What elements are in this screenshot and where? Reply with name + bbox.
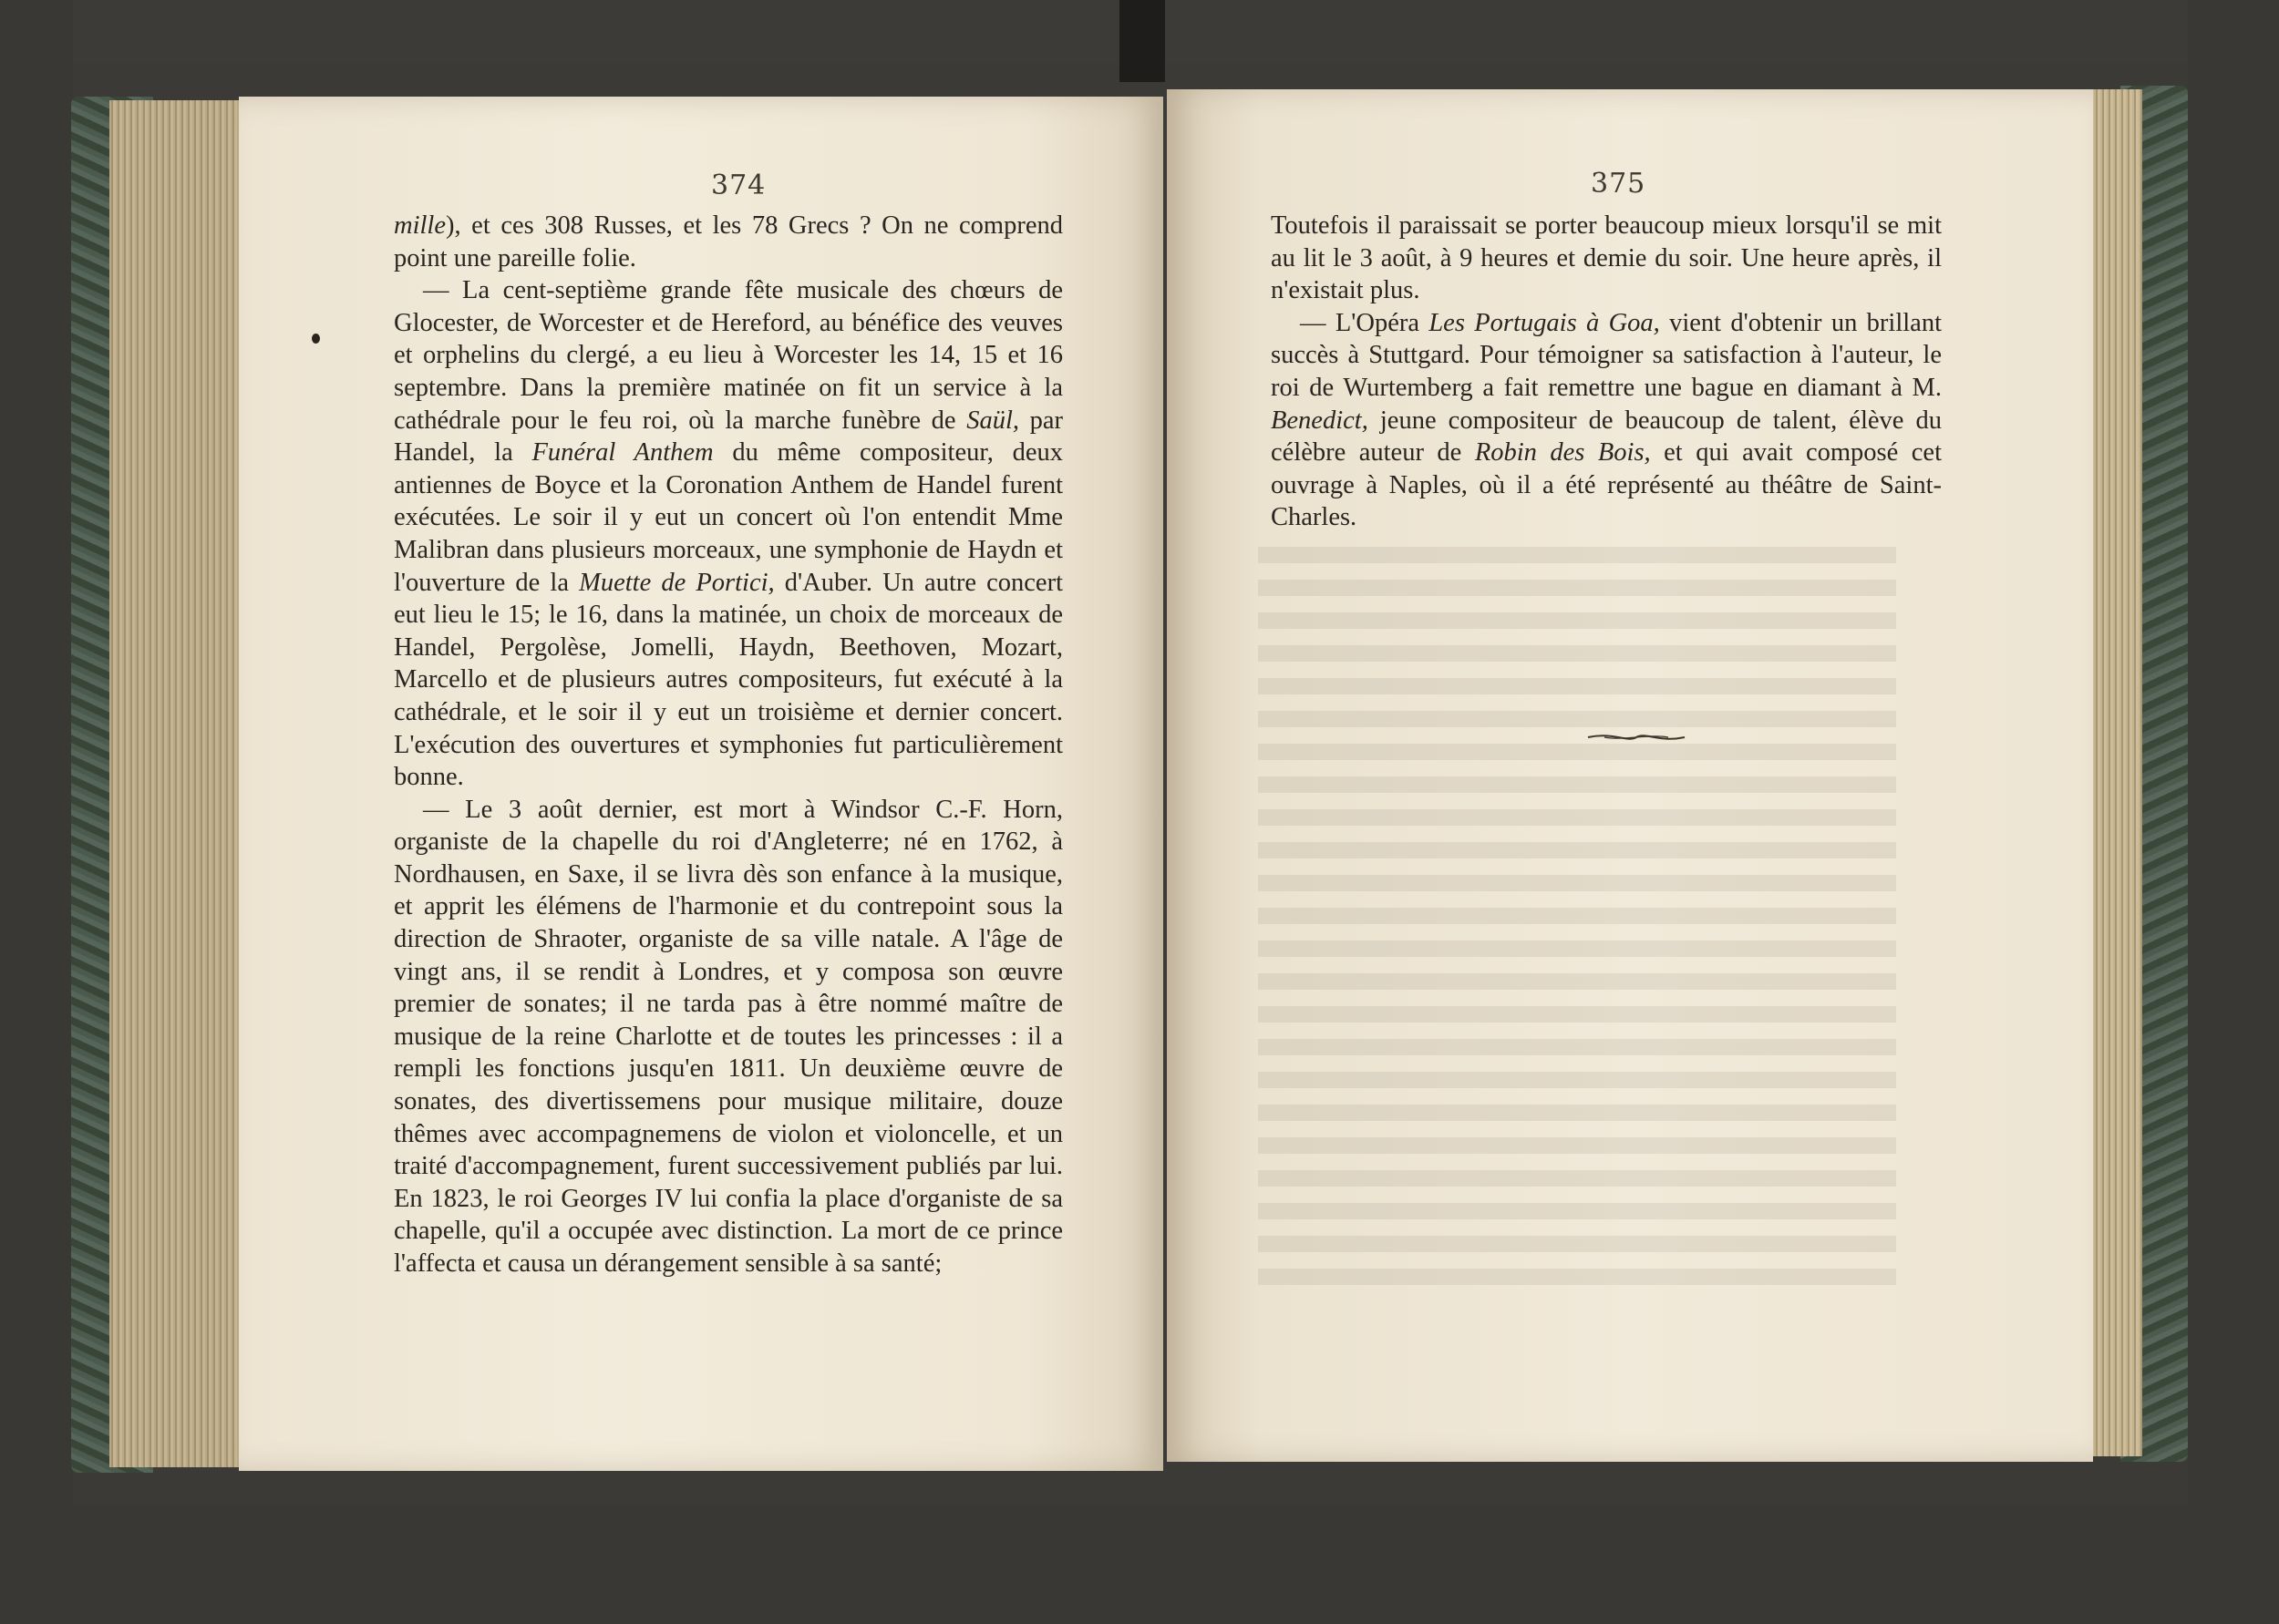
page-number-left: 374 <box>711 170 767 201</box>
left-page-text <box>394 210 1063 1280</box>
italic-title: Benedict, <box>1271 406 1368 435</box>
text-run: jeune compositeur de beaucoup de talent, élève du célèbre auteur de <box>1271 406 1942 468</box>
page-number-right: 375 <box>1591 168 1646 200</box>
italic-title: Saül, <box>966 406 1019 435</box>
right-page-text <box>1271 210 1942 534</box>
text-run: ), et ces 308 Russes, et les 78 Grecs ? On ne comprend point une pareille folie. <box>394 211 1063 272</box>
text-run: — La cent-septième grande fête musicale des chœurs de Glocester, de Worcester et de Hereford, au bénéfice des veuves et orphelins du clergé, a eu lieu à Worcester les 14, 15 et 16 septembre. Dans la première matinée on fit un service à la cathédrale pour le feu roi, où la marche funèbre de <box>394 276 1063 435</box>
italic-title: Funéral Anthem <box>531 438 714 468</box>
text-run: d'Auber. Un autre concert eut lieu le 15; le 16, dans la matinée, un choix de morceaux de Handel, Pergolèse, Jomelli, Haydn, Beethoven, Mozart, Marcello et de plusieurs autres compositeurs, fut exécuté à la cathédrale, et le soir il y eut un troisième et dernier concert. L'exécution des ouvertures et symphonies fut particulièrement bonne. <box>394 568 1063 792</box>
paragraph <box>394 794 1063 1280</box>
text-run: par Handel, la <box>394 406 1064 468</box>
text-run: — Le 3 août dernier, est mort à Windsor C.-F. Horn, organiste de la chapelle du roi d'Angleterre; né en 1762, à Nordhausen, en Saxe, il se livra dès son enfance à la musique, et apprit les élémens de l'harmonie et du contrepoint sous la direction de Shraoter, organiste de sa ville natale. A l'âge de vingt ans, il se rendit à Londres, et y composa son œuvre premier de sonates; il ne tarda pas à être nommé maître de musique de la reine Charlotte et de toutes les princesses : il a rempli les fonctions jusqu'en 1811. Un deuxième œuvre de sonates, des divertissemens pour musique militaire, douze thêmes avec accompagnemens de violon et violoncelle, et un traité d'accompagnement, furent successivement publiés par lui. En 1823, le roi Georges IV lui confia la place d'organiste de sa chapelle, qu'il a occupée avec distinction. La mort de ce prince l'affecta et causa un dérangement sensible à sa santé; <box>394 795 1063 1278</box>
italic-title: Muette de Portici, <box>579 568 775 597</box>
scanner-background-right <box>2188 0 2279 1624</box>
paragraph <box>394 210 1063 274</box>
italic-title: Les Portugais à Goa, <box>1428 308 1660 337</box>
paragraph <box>1271 210 1942 307</box>
scanner-clip <box>1119 0 1165 82</box>
paragraph <box>1271 307 1942 534</box>
text-run: — L'Opéra <box>1300 308 1429 337</box>
ink-spot <box>312 334 320 344</box>
text-run: vient d'obtenir un brillant succès à Stuttgard. Pour témoigner sa satisfaction à l'auteur, le roi de Wurtemberg a fait remettre une bague en diamant à M. <box>1271 308 1942 402</box>
bleed-through-texture <box>1258 547 1896 1294</box>
text-run: et qui avait composé cet ouvrage à Naples, où il a été représenté au théâtre de Saint-Charles. <box>1271 438 1942 532</box>
paragraph <box>394 274 1063 794</box>
divider-ornament <box>1586 731 1686 744</box>
scanner-background-bottom <box>0 1506 2279 1624</box>
scanner-background-left <box>0 0 73 1624</box>
text-run: Toutefois il paraissait se porter beaucoup mieux lorsqu'il se mit au lit le 3 août, à 9 heures et demie du soir. Une heure après, il n'existait plus. <box>1271 211 1942 305</box>
page-edges-right <box>2088 89 2142 1456</box>
italic-title: Robin des Bois, <box>1474 438 1651 468</box>
italic-title: mille <box>394 211 446 240</box>
page-edges-left <box>109 100 246 1467</box>
text-run: du même compositeur, deux antiennes de Boyce et la Coronation Anthem de Handel furent exécutées. Le soir il y eut un concert où l'on entendit Mme Malibran dans plusieurs morceaux, une symphonie de Haydn et l'ouverture de la <box>394 438 1063 597</box>
